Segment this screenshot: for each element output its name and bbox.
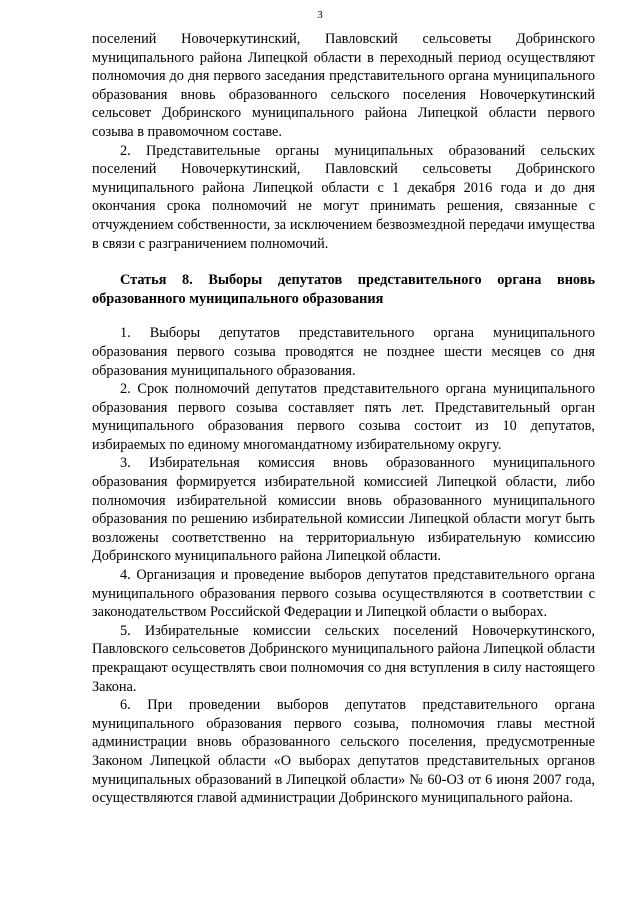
article-8-paragraph-6: 6. При проведении выборов депутатов представительного органа муниципального образования первого созыва, полномочия главы местной администрации вновь образованного сельского поселения, предусмотренные Законом Липецкой области «О выборах депутатов представительных органов муниципальных образований в Липецкой области» № 60-ОЗ от 6 июня 2007 года, осуществляются главой администрации Добринского муниципального района. <box>92 697 595 807</box>
article-8-heading: Статья 8. Выборы депутатов представительного органа вновь образованного муниципального образования <box>92 272 595 307</box>
article-8-paragraph-3: 3. Избирательная комиссия вновь образованного муниципального образования формируется избирательной комиссией Липецкой области, либо полномочия избирательной комиссии вновь образованного муниципального образования по решению избирательной комиссии Липецкой области могут быть возложены соответственно на территориальную избирательную комиссию Добринского муниципального района Липецкой области. <box>92 455 595 565</box>
document-page <box>92 30 595 808</box>
intro-paragraph-2: 2. Представительные органы муниципальных образований сельских поселений Новочеркутинский, Павловский сельсоветы Добринского муниципального района Липецкой области с 1 декабря 2016 года и до дня окончания срока полномочий не могут принимать решения, связанные с отчуждением собственности, за исключением безвозмездной передачи имущества в связи с разграничением полномочий. <box>92 142 595 252</box>
article-8-paragraph-2: 2. Срок полномочий депутатов представительного органа муниципального образования первого созыва составляет пять лет. Представительный орган муниципального образования первого созыва состоит из 10 депутатов, избираемых по единому многомандатному избирательному округу. <box>92 381 595 453</box>
spacer <box>92 308 595 324</box>
article-8-paragraph-5: 5. Избирательные комиссии сельских поселений Новочеркутинского, Павловского сельсоветов Добринского муниципального района Липецкой области прекращают осуществлять свои полномочия со дня вступления в силу настоящего Закона. <box>92 622 595 695</box>
spacer <box>92 253 595 271</box>
page-number: 3 <box>317 9 323 21</box>
intro-paragraph-continued: поселений Новочеркутинский, Павловский сельсоветы Добринского муниципального района Липецкой области в переходный период осуществляют полномочия до дня первого заседания представительного органа муниципального образования вновь образованного сельского поселения Новочеркутинский сельсовет Добринского муниципального района Липецкой области первого созыва в правомочном составе. <box>92 31 595 140</box>
article-8-paragraph-4: 4. Организация и проведение выборов депутатов представительного органа муниципального образования первого созыва осуществляются в соответствии с законодательством Российской Федерации и Липецкой области о выборах. <box>92 567 595 621</box>
article-8-paragraph-1: 1. Выборы депутатов представительного органа муниципального образования первого созыва проводятся не позднее шести месяцев со дня образования муниципального образования. <box>92 325 595 379</box>
